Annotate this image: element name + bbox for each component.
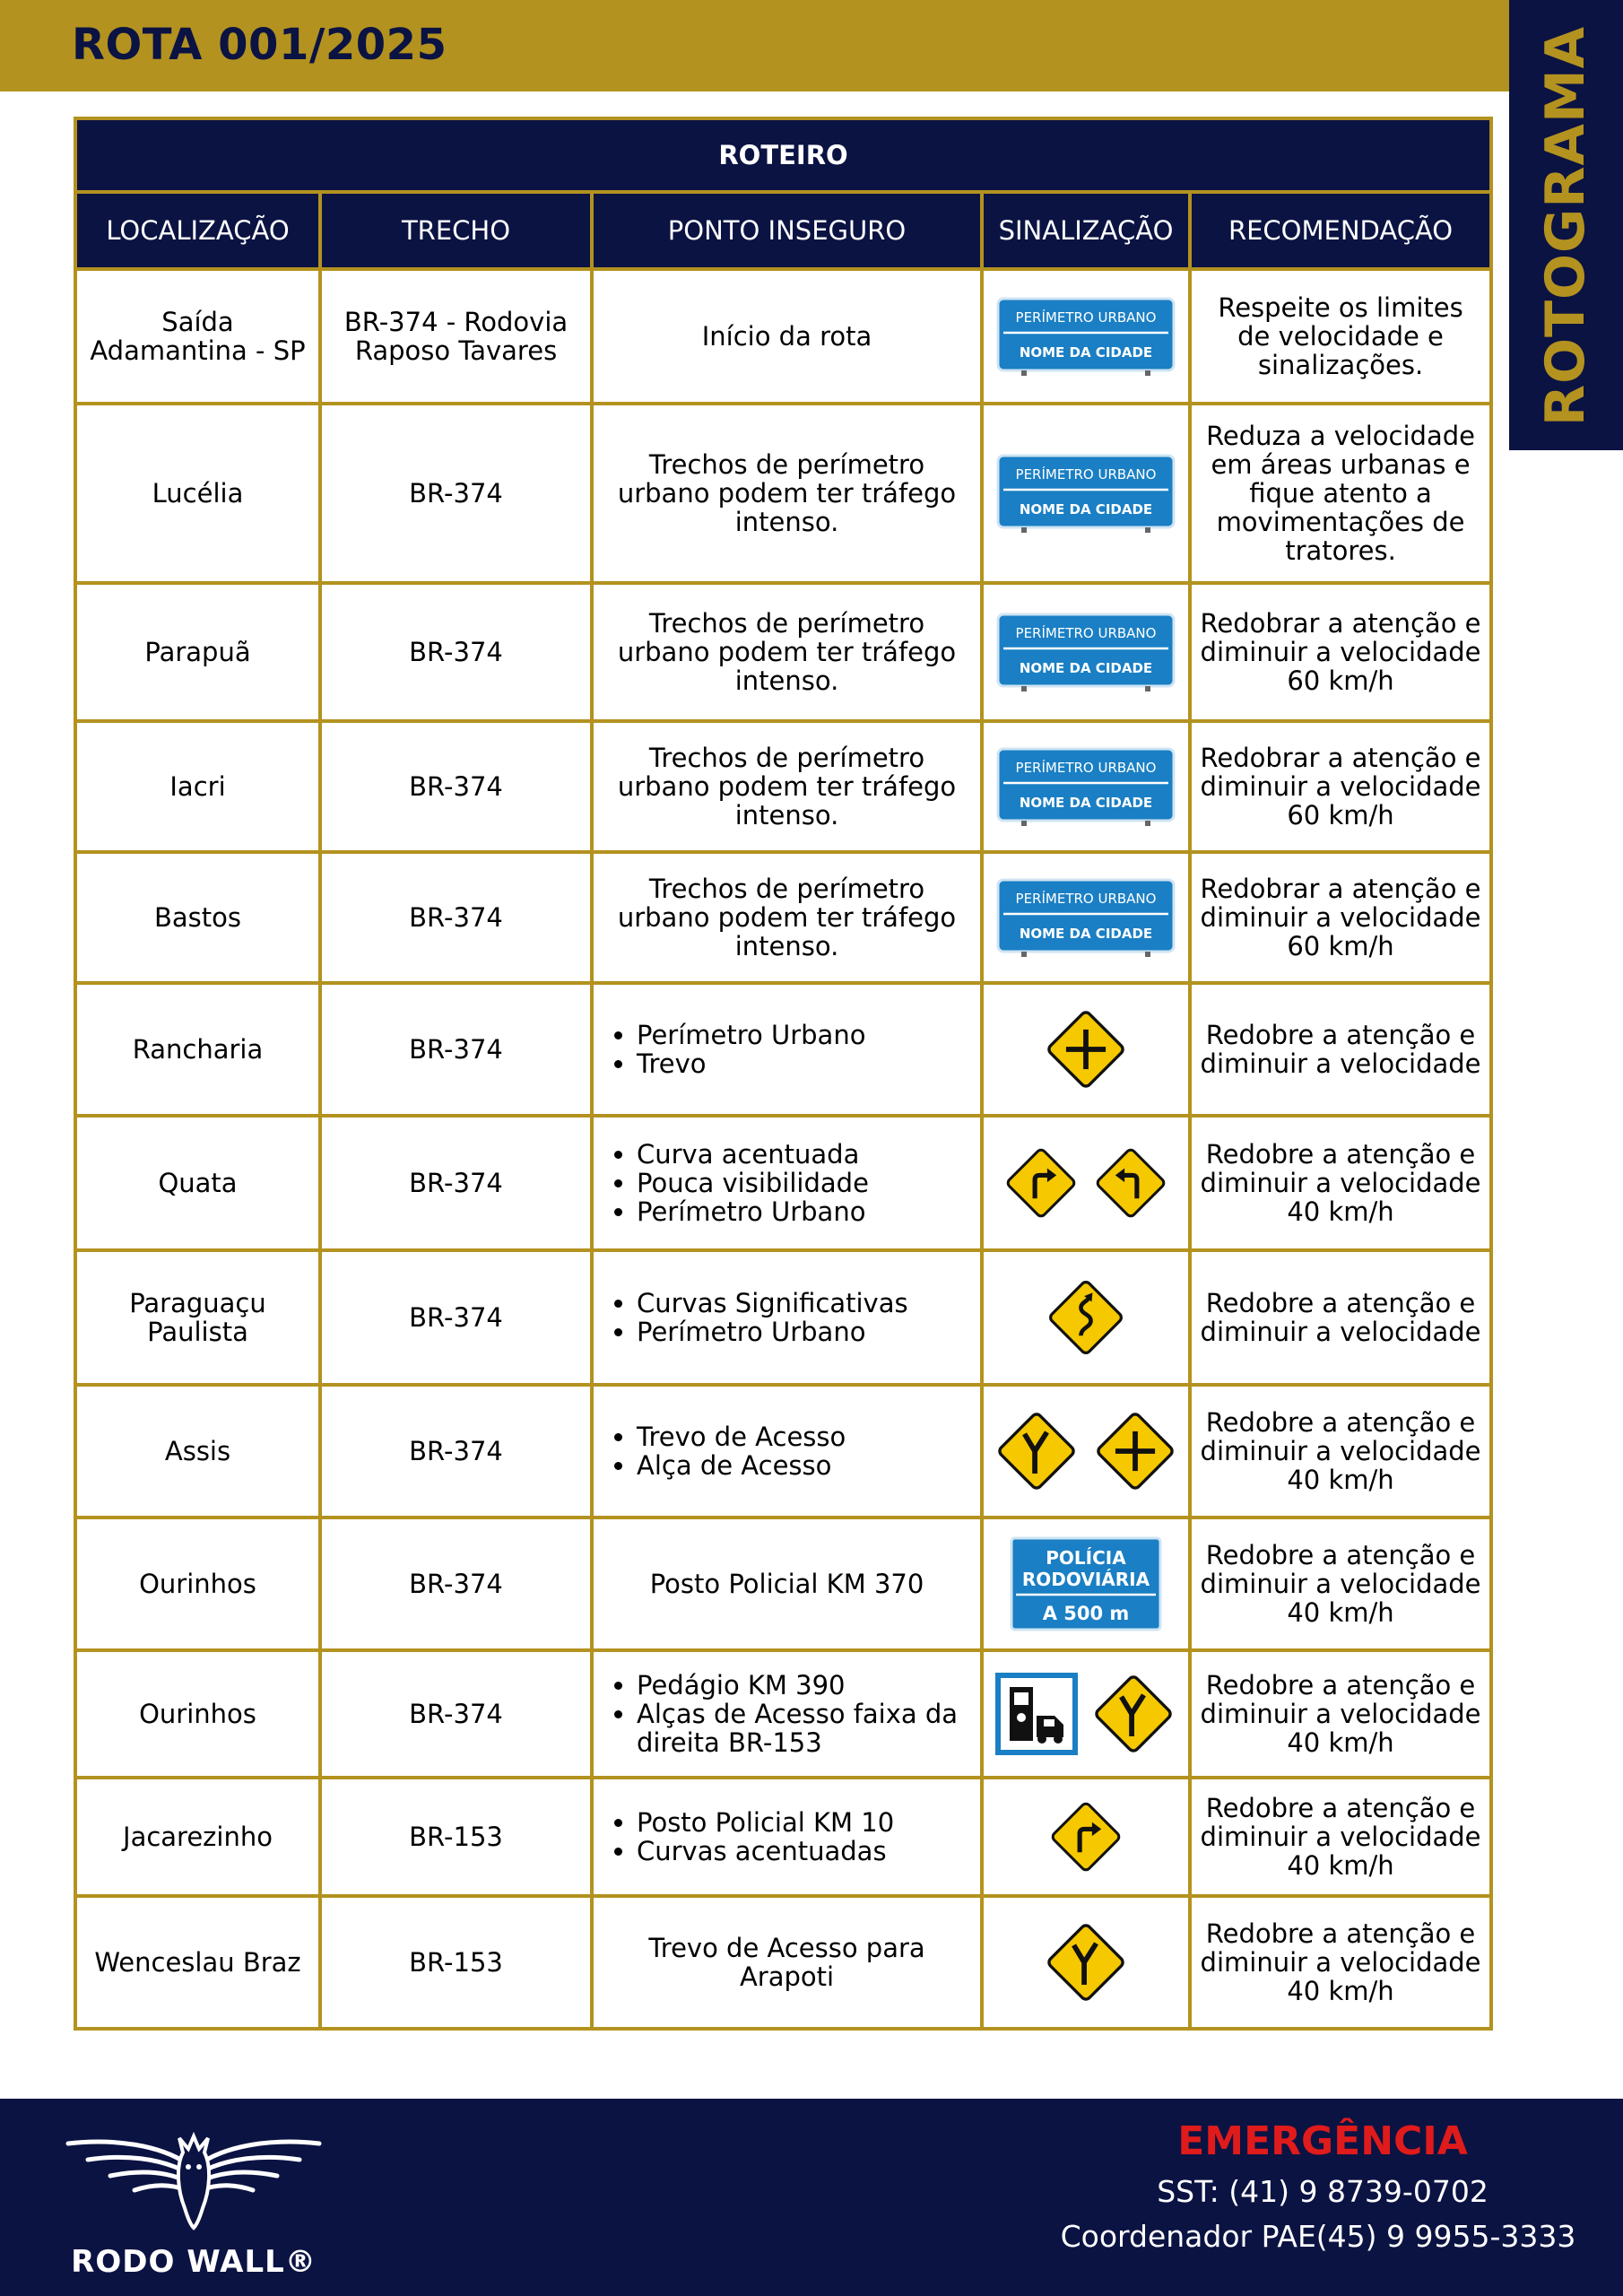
list-item: • Trevo de Acesso bbox=[637, 1422, 973, 1451]
winding-road-sign-icon bbox=[1045, 1276, 1127, 1359]
perimeter-top-text: PERÍMETRO URBANO bbox=[1015, 760, 1157, 776]
perimeter-bottom-text: NOME DA CIDADE bbox=[1019, 344, 1153, 361]
table-row bbox=[75, 1116, 1491, 1250]
segment-cell: BR-153 bbox=[320, 1778, 592, 1896]
signage-cell bbox=[982, 1116, 1190, 1250]
recommendation-cell: Redobrar a atenção e diminuir a velocidade 60 km/h bbox=[1190, 721, 1491, 852]
segment-cell: BR-374 bbox=[320, 1385, 592, 1518]
unsafe-point-cell: Trechos de perímetro urbano podem ter tráfego intenso. bbox=[592, 852, 982, 983]
segment-cell: BR-374 bbox=[320, 1650, 592, 1778]
page-title: ROTA 001/2025 bbox=[72, 20, 447, 70]
location-cell: Quata bbox=[75, 1116, 320, 1250]
location-cell: Lucélia bbox=[75, 404, 320, 583]
perimeter-bottom-text: NOME DA CIDADE bbox=[1019, 926, 1153, 942]
recommendation-cell: Redobre a atenção e diminuir a velocidade 40 km/h bbox=[1190, 1116, 1491, 1250]
brand-name: RODO WALL® bbox=[71, 2244, 317, 2280]
side-tab-label: ROTOGRAMA bbox=[1534, 25, 1597, 427]
location-cell: Paraguaçu Paulista bbox=[75, 1250, 320, 1385]
unsafe-point-cell bbox=[592, 1650, 982, 1778]
unsafe-point-cell: Início da rota bbox=[592, 269, 982, 404]
perimeter-bottom-text: NOME DA CIDADE bbox=[1019, 501, 1153, 517]
segment-cell: BR-374 bbox=[320, 983, 592, 1116]
unsafe-point-cell bbox=[592, 983, 982, 1116]
side-road-sign-icon bbox=[1043, 1919, 1129, 2005]
unsafe-point-cell: Trechos de perímetro urbano podem ter tráfego intenso. bbox=[592, 721, 982, 852]
recommendation-cell: Reduza a velocidade em áreas urbanas e fique atento a movimentações de tratores. bbox=[1190, 404, 1491, 583]
police-line1-text: POLÍCIA bbox=[1046, 1547, 1126, 1569]
signage-cell bbox=[982, 1650, 1190, 1778]
segment-cell: BR-374 bbox=[320, 852, 592, 983]
unsafe-point-list bbox=[601, 1671, 973, 1757]
signage-cell bbox=[982, 1385, 1190, 1518]
signage-cell bbox=[982, 1250, 1190, 1385]
list-item: • Perímetro Urbano bbox=[637, 1318, 973, 1346]
perimeter-city-sign-icon bbox=[994, 295, 1177, 378]
list-item: • Alças de Acesso faixa da direita BR-153 bbox=[637, 1700, 973, 1757]
list-item: • Pedágio KM 390 bbox=[637, 1671, 973, 1700]
signage-cell bbox=[982, 983, 1190, 1116]
unsafe-point-cell: Trechos de perímetro urbano podem ter tráfego intenso. bbox=[592, 404, 982, 583]
signage-cell bbox=[982, 1896, 1190, 2029]
segment-cell: BR-374 bbox=[320, 404, 592, 583]
signage-cell bbox=[982, 721, 1190, 852]
location-cell: Iacri bbox=[75, 721, 320, 852]
signage-cell bbox=[982, 1518, 1190, 1650]
recommendation-cell: Redobrar a atenção e diminuir a velocidade 60 km/h bbox=[1190, 852, 1491, 983]
turn-right-sign-icon bbox=[1002, 1144, 1080, 1222]
segment-cell: BR-374 bbox=[320, 1116, 592, 1250]
police-sign-icon bbox=[1009, 1535, 1163, 1632]
sst-phone: SST: (41) 9 8739-0702 bbox=[1157, 2174, 1488, 2209]
turn-right-sign-icon bbox=[1047, 1798, 1124, 1875]
location-cell: Rancharia bbox=[75, 983, 320, 1116]
perimeter-top-text: PERÍMETRO URBANO bbox=[1015, 625, 1157, 641]
table-caption: ROTEIRO bbox=[75, 118, 1491, 192]
unsafe-point-cell bbox=[592, 1116, 982, 1250]
table-row bbox=[75, 1518, 1491, 1650]
list-item: • Perímetro Urbano bbox=[637, 1197, 973, 1226]
recommendation-cell: Redobre a atenção e diminuir a velocidade 40 km/h bbox=[1190, 1385, 1491, 1518]
horse-wings-logo-icon bbox=[61, 2127, 326, 2244]
table-row bbox=[75, 721, 1491, 852]
emergency-title: EMERGÊNCIA bbox=[1177, 2118, 1468, 2164]
recommendation-cell: Respeite os limites de velocidade e sinalizações. bbox=[1190, 269, 1491, 404]
table-body bbox=[75, 269, 1491, 2029]
location-cell: Ourinhos bbox=[75, 1650, 320, 1778]
table-row bbox=[75, 1778, 1491, 1896]
police-line3-text: A 500 m bbox=[1042, 1603, 1130, 1624]
table-row bbox=[75, 1385, 1491, 1518]
perimeter-top-text: PERÍMETRO URBANO bbox=[1015, 309, 1157, 326]
table-row bbox=[75, 583, 1491, 721]
table-row bbox=[75, 983, 1491, 1116]
side-road-sign-icon bbox=[994, 1408, 1080, 1494]
perimeter-city-sign-icon bbox=[994, 452, 1177, 535]
table-row bbox=[75, 852, 1491, 983]
segment-cell: BR-374 - Rodovia Raposo Tavares bbox=[320, 269, 592, 404]
brand-logo bbox=[61, 2127, 326, 2280]
unsafe-point-list bbox=[601, 1808, 973, 1866]
unsafe-point-cell bbox=[592, 1385, 982, 1518]
perimeter-city-sign-icon bbox=[994, 611, 1177, 693]
perimeter-top-text: PERÍMETRO URBANO bbox=[1015, 466, 1157, 483]
unsafe-point-list bbox=[601, 1422, 973, 1480]
location-cell: Jacarezinho bbox=[75, 1778, 320, 1896]
table-header-row bbox=[75, 192, 1491, 269]
list-item: • Curvas Significativas bbox=[637, 1289, 973, 1318]
table-row bbox=[75, 269, 1491, 404]
unsafe-point-list bbox=[601, 1021, 973, 1078]
unsafe-point-cell: Posto Policial KM 370 bbox=[592, 1518, 982, 1650]
table-row bbox=[75, 404, 1491, 583]
table-row bbox=[75, 1650, 1491, 1778]
column-header: PONTO INSEGURO bbox=[592, 192, 982, 269]
signage-cell bbox=[982, 1778, 1190, 1896]
signage-cell bbox=[982, 583, 1190, 721]
location-cell: Saída Adamantina - SP bbox=[75, 269, 320, 404]
column-header: SINALIZAÇÃO bbox=[982, 192, 1190, 269]
list-item: • Curvas acentuadas bbox=[637, 1837, 973, 1866]
location-cell: Parapuã bbox=[75, 583, 320, 721]
column-header: TRECHO bbox=[320, 192, 592, 269]
recommendation-cell: Redobre a atenção e diminuir a velocidade 40 km/h bbox=[1190, 1778, 1491, 1896]
signage-cell bbox=[982, 852, 1190, 983]
segment-cell: BR-374 bbox=[320, 721, 592, 852]
location-cell: Ourinhos bbox=[75, 1518, 320, 1650]
crossroad-sign-icon bbox=[1092, 1408, 1178, 1494]
signage-cell bbox=[982, 404, 1190, 583]
side-road-sign-icon bbox=[1090, 1671, 1176, 1757]
recommendation-cell: Redobre a atenção e diminuir a velocidade bbox=[1190, 1250, 1491, 1385]
location-cell: Assis bbox=[75, 1385, 320, 1518]
segment-cell: BR-374 bbox=[320, 1518, 592, 1650]
segment-cell: BR-153 bbox=[320, 1896, 592, 2029]
police-line2-text: RODOVIÁRIA bbox=[1021, 1569, 1150, 1590]
location-cell: Wenceslau Braz bbox=[75, 1896, 320, 2029]
table-row bbox=[75, 1250, 1491, 1385]
route-table bbox=[74, 117, 1493, 2031]
turn-left-sign-icon bbox=[1092, 1144, 1169, 1222]
toll-sign-icon bbox=[995, 1673, 1078, 1755]
recommendation-cell: Redobre a atenção e diminuir a velocidade bbox=[1190, 983, 1491, 1116]
unsafe-point-cell bbox=[592, 1250, 982, 1385]
crossroad-sign-icon bbox=[1043, 1006, 1129, 1092]
unsafe-point-cell: Trevo de Acesso para Arapoti bbox=[592, 1896, 982, 2029]
recommendation-cell: Redobre a atenção e diminuir a velocidade 40 km/h bbox=[1190, 1650, 1491, 1778]
location-cell: Bastos bbox=[75, 852, 320, 983]
pae-phone: Coordenador PAE(45) 9 9955-3333 bbox=[1060, 2219, 1576, 2254]
perimeter-top-text: PERÍMETRO URBANO bbox=[1015, 891, 1157, 907]
recommendation-cell: Redobre a atenção e diminuir a velocidade 40 km/h bbox=[1190, 1518, 1491, 1650]
list-item: • Curva acentuada bbox=[637, 1140, 973, 1169]
table-row bbox=[75, 1896, 1491, 2029]
side-tab bbox=[1509, 0, 1623, 450]
header-bar bbox=[0, 0, 1509, 91]
list-item: • Alça de Acesso bbox=[637, 1451, 973, 1480]
segment-cell: BR-374 bbox=[320, 1250, 592, 1385]
footer bbox=[0, 2099, 1623, 2296]
unsafe-point-cell: Trechos de perímetro urbano podem ter tráfego intenso. bbox=[592, 583, 982, 721]
list-item: • Posto Policial KM 10 bbox=[637, 1808, 973, 1837]
list-item: • Perímetro Urbano bbox=[637, 1021, 973, 1049]
perimeter-bottom-text: NOME DA CIDADE bbox=[1019, 795, 1153, 811]
list-item: • Pouca visibilidade bbox=[637, 1169, 973, 1197]
perimeter-bottom-text: NOME DA CIDADE bbox=[1019, 660, 1153, 676]
perimeter-city-sign-icon bbox=[994, 876, 1177, 959]
perimeter-city-sign-icon bbox=[994, 745, 1177, 828]
recommendation-cell: Redobrar a atenção e diminuir a velocidade 60 km/h bbox=[1190, 583, 1491, 721]
unsafe-point-list bbox=[601, 1140, 973, 1226]
column-header: RECOMENDAÇÃO bbox=[1190, 192, 1491, 269]
list-item: • Trevo bbox=[637, 1049, 973, 1078]
column-header: LOCALIZAÇÃO bbox=[75, 192, 320, 269]
segment-cell: BR-374 bbox=[320, 583, 592, 721]
signage-cell bbox=[982, 269, 1190, 404]
unsafe-point-list bbox=[601, 1289, 973, 1346]
recommendation-cell: Redobre a atenção e diminuir a velocidade 40 km/h bbox=[1190, 1896, 1491, 2029]
unsafe-point-cell bbox=[592, 1778, 982, 1896]
